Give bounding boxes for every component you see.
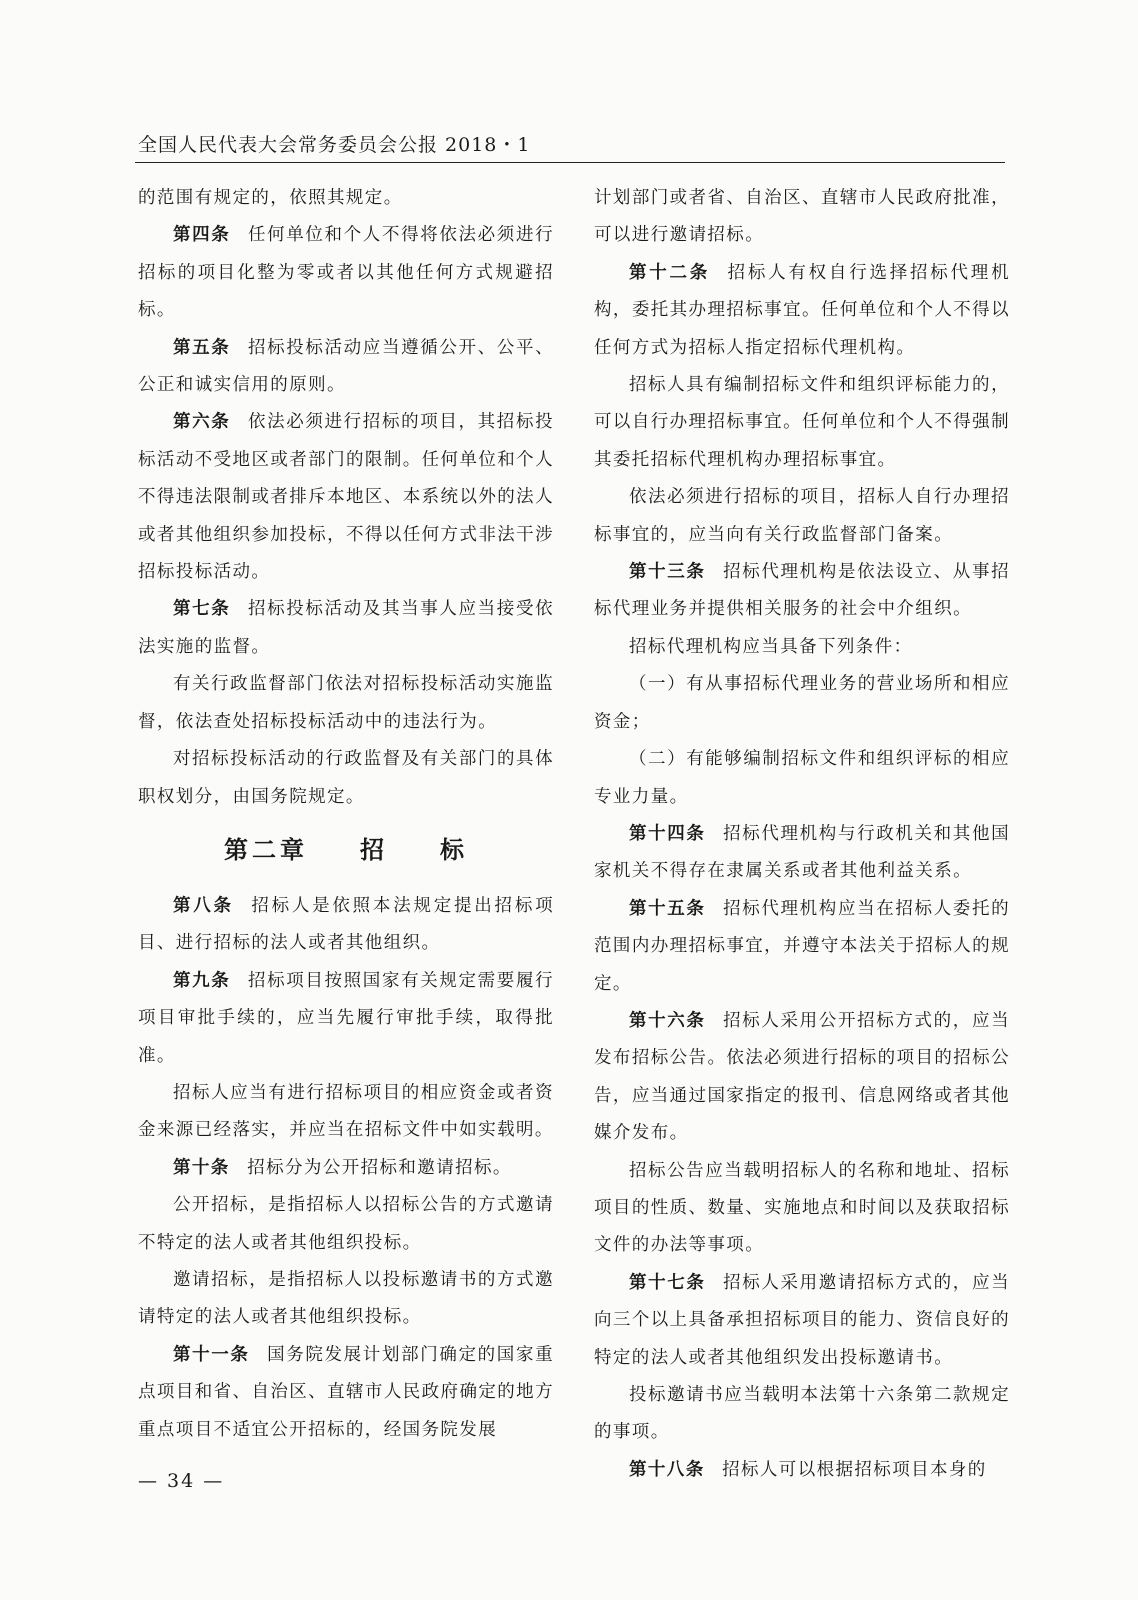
article-text: 招标项目按照国家有关规定需要履行项目审批手续的，应当先履行审批手续，取得批准。 [138, 970, 554, 1066]
chapter-number: 第二章 [224, 835, 308, 864]
page-header: 全国人民代表大会常务委员会公报 2018・1 [138, 134, 531, 156]
chapter-heading [138, 830, 554, 870]
chapter-title-char: 招 [360, 835, 388, 864]
article-9 [138, 963, 554, 1075]
paragraph: 招标人应当有进行招标项目的相应资金或者资金来源已经落实，并应当在招标文件中如实载明。 [138, 1082, 554, 1141]
paragraph: 有关行政监督部门依法对招标投标活动实施监督，依法查处招标投标活动中的违法行为。 [138, 674, 554, 732]
article-label: 第十二条 [629, 262, 711, 283]
article-label: 第十八条 [629, 1459, 705, 1480]
article-label: 第十四条 [629, 823, 706, 844]
list-item: （一）有从事招标代理业务的营业场所和相应资金； [594, 674, 1010, 732]
header-rule [135, 162, 1005, 163]
list-item: （二）有能够编制招标文件和组织评标的相应专业力量。 [594, 749, 1010, 807]
page-number: — 34 — [138, 1470, 225, 1492]
article-10 [138, 1150, 554, 1187]
article-text: 招标投标活动应当遵循公开、公平、公正和诚实信用的原则。 [138, 337, 554, 396]
right-column [594, 180, 1010, 1489]
paragraph: 邀请招标，是指招标人以投标邀请书的方式邀请特定的法人或者其他组织投标。 [138, 1269, 554, 1328]
article-label: 第八条 [173, 895, 234, 916]
paragraph: 依法必须进行招标的项目，招标人自行办理招标事宜的，应当向有关行政监督部门备案。 [594, 487, 1010, 545]
article-15 [594, 891, 1010, 1003]
article-text: 招标人采用邀请招标方式的，应当向三个以上具备承担招标项目的能力、资信良好的特定的法人或者其他组织发出投标邀请书。 [594, 1272, 1010, 1368]
article-label: 第十条 [173, 1157, 230, 1178]
article-label: 第十六条 [629, 1010, 706, 1031]
paragraph: 对招标投标活动的行政监督及有关部门的具体职权划分，由国务院规定。 [138, 749, 554, 807]
article-label: 第十一条 [173, 1344, 250, 1365]
paragraph: 计划部门或者省、自治区、直辖市人民政府批准，可以进行邀请招标。 [594, 188, 1010, 246]
article-6 [138, 404, 554, 591]
article-text: 任何单位和个人不得将依法必须进行招标的项目化整为零或者以其他任何方式规避招标。 [138, 225, 554, 321]
article-text: 招标人有权自行选择招标代理机构，委托其办理招标事宜。任何单位和个人不得以任何方式为招标人指定招标代理机构。 [594, 262, 1010, 358]
article-label: 第四条 [173, 225, 231, 246]
article-16 [594, 1003, 1010, 1153]
article-4 [138, 217, 554, 329]
article-text: 招标投标活动及其当事人应当接受依法实施的监督。 [138, 599, 554, 657]
article-text: 招标分为公开招标和邀请招标。 [247, 1157, 512, 1178]
article-text: 依法必须进行招标的项目，其招标投标活动不受地区或者部门的限制。任何单位和个人不得违法限制或者排斥本地区、本系统以外的法人或者其他组织参加投标，不得以任何方式非法干涉招标投标活动。 [138, 412, 554, 583]
article-text: 国务院发展计划部门确定的国家重点项目和省、自治区、直辖市人民政府确定的地方重点项目不适宜公开招标的，经国务院发展 [138, 1344, 554, 1440]
article-label: 第九条 [173, 970, 231, 991]
article-text: 招标人采用公开招标方式的，应当发布招标公告。依法必须进行招标的项目的招标公告，应当通过国家指定的报刊、信息网络或者其他媒介发布。 [594, 1010, 1010, 1144]
article-label: 第十五条 [629, 898, 706, 919]
paragraph: 公开招标，是指招标人以招标公告的方式邀请不特定的法人或者其他组织投标。 [138, 1195, 554, 1253]
paragraph: 招标人具有编制招标文件和组织评标能力的，可以自行办理招标事宜。任何单位和个人不得强制其委托招标代理机构办理招标事宜。 [594, 375, 1010, 470]
article-text: 招标代理机构应当在招标人委托的范围内办理招标事宜，并遵守本法关于招标人的规定。 [594, 898, 1010, 994]
article-5 [138, 330, 554, 405]
article-8 [138, 888, 554, 963]
article-text: 招标代理机构是依法设立、从事招标代理业务并提供相关服务的社会中介组织。 [594, 562, 1010, 620]
article-12 [594, 255, 1010, 367]
left-column [138, 180, 554, 1449]
article-label: 第六条 [173, 412, 231, 433]
article-13 [594, 554, 1010, 629]
article-label: 第十七条 [629, 1272, 706, 1293]
article-14 [594, 816, 1010, 891]
article-label: 第十三条 [629, 562, 706, 583]
article-label: 第五条 [173, 337, 231, 358]
article-11 [138, 1337, 554, 1449]
chapter-title-char: 标 [440, 835, 468, 864]
article-17 [594, 1265, 1010, 1377]
article-7 [138, 591, 554, 666]
paragraph: 的范围有规定的，依照其规定。 [138, 188, 403, 208]
paragraph: 投标邀请书应当载明本法第十六条第二款规定的事项。 [594, 1385, 1010, 1443]
article-18 [594, 1452, 1010, 1489]
paragraph: 招标代理机构应当具备下列条件： [629, 636, 913, 657]
paragraph: 招标公告应当载明招标人的名称和地址、招标项目的性质、数量、实施地点和时间以及获取招标文件的办法等事项。 [594, 1160, 1010, 1256]
article-text: 招标人可以根据招标项目本身的 [722, 1459, 987, 1480]
article-text: 招标代理机构与行政机关和其他国家机关不得存在隶属关系或者其他利益关系。 [594, 823, 1010, 882]
article-label: 第七条 [173, 599, 231, 620]
article-text: 招标人是依照本法规定提出招标项目、进行招标的法人或者其他组织。 [138, 895, 554, 954]
